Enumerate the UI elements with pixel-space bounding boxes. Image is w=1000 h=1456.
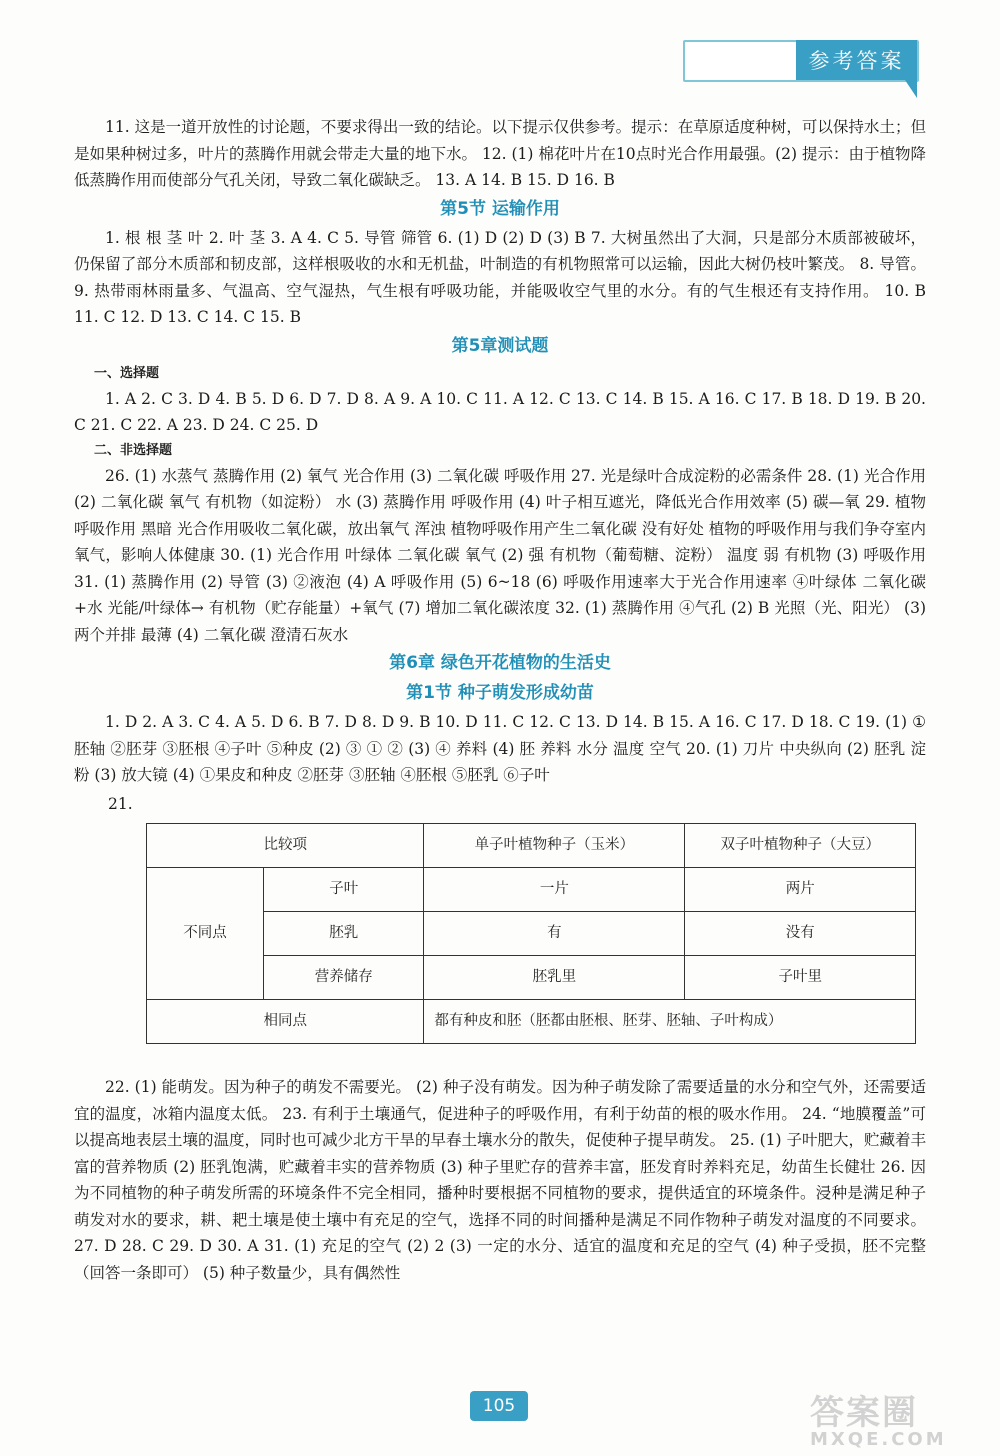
table-cell: 都有种皮和胚（胚都由胚根、胚芽、胚轴、子叶构成） bbox=[424, 1000, 916, 1044]
table-row bbox=[147, 868, 916, 912]
watermark-subtext: MXQE.COM bbox=[810, 1429, 947, 1450]
table-row bbox=[147, 1000, 916, 1044]
answer-paragraph: 11. 这是一道开放性的讨论题，不要求得出一致的结论。以下提示仅供参考。提示：在草原适度种树，可以保持水土；但是如果种树过多，叶片的蒸腾作用就会带走大量的地下水。 12. (1) 棉花叶片在10点时光合作用最强。(2) 提示：由于植物降低蒸腾作用而使部分气孔关闭，导致二氧化碳缺乏。 13. A 14. B 15. D 16. B bbox=[74, 118, 926, 189]
table-header-cell: 双子叶植物种子（大豆） bbox=[685, 824, 916, 868]
table-header-cell: 比较项 bbox=[147, 824, 424, 868]
question-number: 21. bbox=[108, 794, 133, 813]
table-cell: 两片 bbox=[685, 868, 916, 912]
section-heading: 第1节 种子萌发形成幼苗 bbox=[406, 683, 594, 703]
table-group-cell: 不同点 bbox=[147, 868, 264, 1000]
table-header-cell: 单子叶植物种子（玉米） bbox=[424, 824, 685, 868]
table-cell: 有 bbox=[424, 912, 685, 956]
seed-comparison-table bbox=[146, 823, 916, 1044]
subsection-heading: 一、选择题 bbox=[94, 365, 160, 381]
answer-paragraph: 1. A 2. C 3. D 4. B 5. D 6. D 7. D 8. A 9. A 10. C 11. A 12. C 13. C 14. B 15. A 16. C 17. B 18. D 19. B 20. C 21. C 22. A 23. D 24. C 25. D bbox=[74, 389, 926, 434]
header-tag: 参考答案 bbox=[796, 40, 917, 80]
chapter-heading: 第6章 绿色开花植物的生活史 bbox=[389, 653, 611, 673]
subsection-heading: 二、非选择题 bbox=[94, 442, 173, 458]
spacer bbox=[74, 1044, 926, 1074]
table-cell: 胚乳里 bbox=[424, 956, 685, 1000]
page-number: 105 bbox=[470, 1391, 528, 1421]
table-cell: 胚乳 bbox=[264, 912, 424, 956]
table-cell: 子叶 bbox=[264, 868, 424, 912]
table-cell: 一片 bbox=[424, 868, 685, 912]
answer-content bbox=[74, 114, 926, 1286]
section-heading: 第5章测试题 bbox=[451, 335, 549, 356]
header-tail-decoration bbox=[905, 80, 917, 98]
answer-paragraph: 1. D 2. A 3. C 4. A 5. D 6. B 7. D 8. D 9. B 10. D 11. C 12. C 13. D 14. B 15. A 16. C 17. D 18. C 19. (1) ①胚轴 ②胚芽 ③胚根 ④子叶 ⑤种皮 (2) ③ ① ② (3) ④ 养料 (4) 胚 养料 水分 温度 空气 20. (1) 刀片 中央纵向 (2) 胚乳 淀粉 (3) 放大镜 (4) ①果皮和种皮 ②胚芽 ③胚轴 ④胚根 ⑤胚乳 ⑥子叶 bbox=[74, 713, 926, 784]
section-heading: 第5节 运输作用 bbox=[440, 198, 560, 219]
watermark-logo bbox=[810, 1393, 980, 1450]
table-header-row bbox=[147, 824, 916, 868]
table-cell: 相同点 bbox=[147, 1000, 424, 1044]
answer-paragraph: 22. (1) 能萌发。因为种子的萌发不需要光。 (2) 种子没有萌发。因为种子萌发除了需要适量的水分和空气外，还需要适宜的温度，冰箱内温度太低。 23. 有利于土壤通气，促进种子的呼吸作用，有利于幼苗的根的吸水作用。 24. “地膜覆盖”可以提高地表层土壤的温度，同时也可减少北方干旱的早春土壤水分的散失，促使种子提早萌发。 25. (1) 子叶肥大，贮藏着丰富的营养物质 (2) 胚乳饱满，贮藏着丰实的营养物质 (3) 种子里贮存的营养丰富，胚发育时养料充足，幼苗生长健壮 26. 因为不同植物的种子萌发所需的环境条件不完全相同，播种时要根据不同植物的要求，提供适宜的环境条件。浸种是满足种子萌发对水的要求，耕、耙土壤是使土壤中有充足的空气，选择不同的时间播种是满足不同作物种子萌发对温度的不同要求。 27. D 28. C 29. D 30. A 31. (1) 充足的空气 (2) 2 (3) 一定的水分、适宜的温度和充足的空气 (4) 种子受损，胚不完整（回答一条即可） (5) 种子数量少，具有偶然性 bbox=[74, 1078, 926, 1282]
answer-paragraph: 1. 根 根 茎 叶 2. 叶 茎 3. A 4. C 5. 导管 筛管 6. (1) D (2) D (3) B 7. 大树虽然出了大洞，只是部分木质部被破坏，仍保留了部分木质部和韧皮部，这样根吸收的水和无机盐，叶制造的有机物照常可以运输，因此大树仍枝叶繁茂。 8. 导管。 9. 热带雨林雨量多、气温高、空气湿热，气生根有呼吸功能，并能吸收空气里的水分。有的气生根还有支持作用。 10. B 11. C 12. D 13. C 14. C 15. B bbox=[74, 228, 926, 326]
answer-paragraph: 26. (1) 水蒸气 蒸腾作用 (2) 氧气 光合作用 (3) 二氧化碳 呼吸作用 27. 光是绿叶合成淀粉的必需条件 28. (1) 光合作用 (2) 二氧化碳 氧气 有机物（如淀粉） 水 (3) 蒸腾作用 呼吸作用 (4) 叶子相互遮光，降低光合作用效率 (5) 碳—氧 29. 植物呼吸作用 黑暗 光合作用吸收二氧化碳，放出氧气 浑浊 植物呼吸作用产生二氧化碳 没有好处 植物的呼吸作用与我们争夺室内氧气，影响人体健康 30. (1) 光合作用 叶绿体 二氧化碳 氧气 (2) 强 有机物（葡萄糖、淀粉） 温度 弱 有机物 (3) 呼吸作用 31. (1) 蒸腾作用 (2) 导管 (3) ②液泡 (4) A 呼吸作用 (5) 6~18 (6) 呼吸作用速率大于光合作用速率 ④叶绿体 二氧化碳+水 光能/叶绿体→ 有机物（贮存能量）+氧气 (7) 增加二氧化碳浓度 32. (1) 蒸腾作用 ④气孔 (2) B 光照（光、阳光） (3) 两个并排 最薄 (4) 二氧化碳 澄清石灰水 bbox=[74, 466, 926, 644]
watermark-text: 答案圈 bbox=[810, 1393, 918, 1433]
table-cell: 子叶里 bbox=[685, 956, 916, 1000]
table-cell: 没有 bbox=[685, 912, 916, 956]
table-cell: 营养储存 bbox=[264, 956, 424, 1000]
